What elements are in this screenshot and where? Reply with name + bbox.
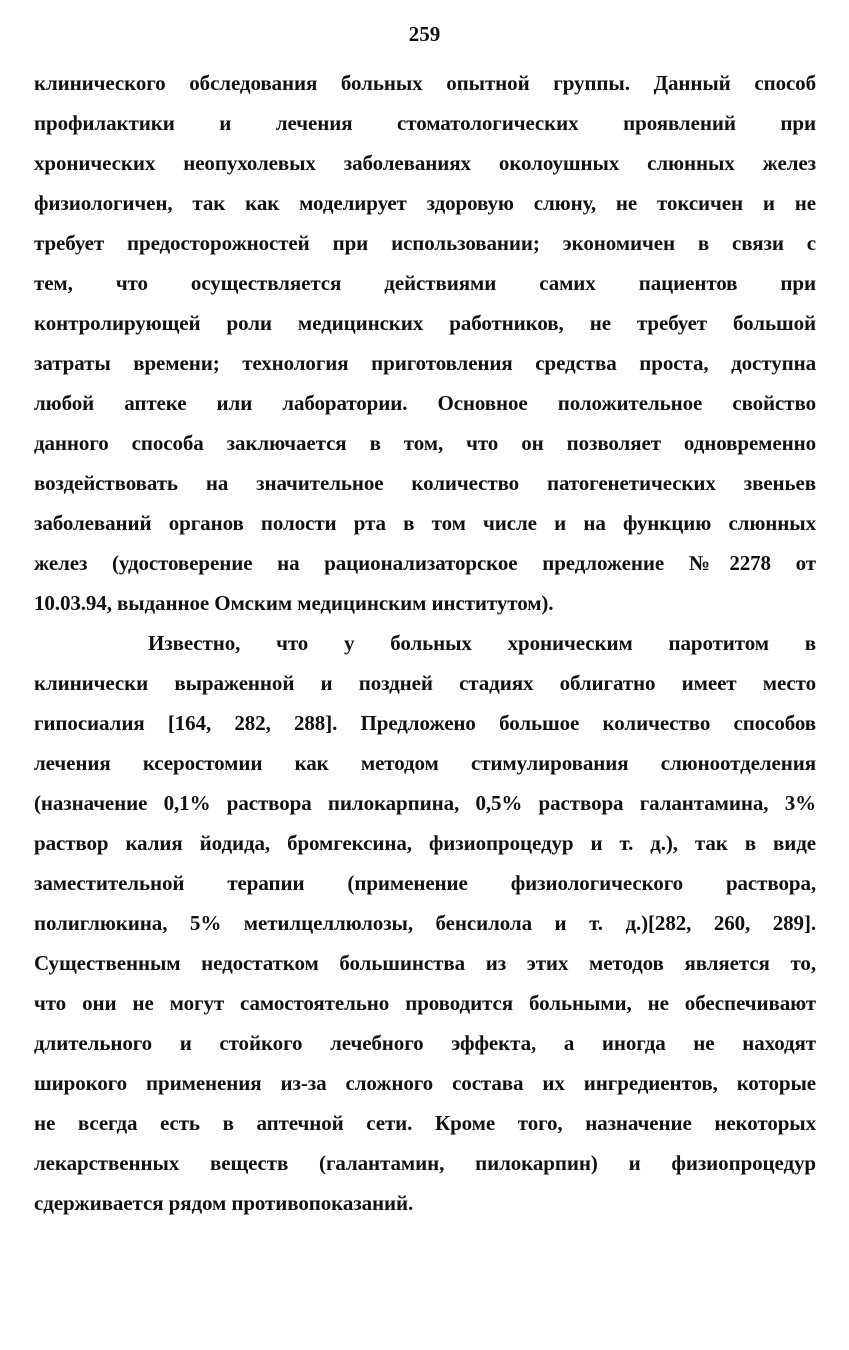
text-line: Известно, что у больных хроническим паротитом в — [148, 631, 816, 655]
page-number: 259 — [408, 22, 441, 46]
text-line: не всегда есть в аптечной сети. Кроме того, назначение некоторых — [34, 1111, 816, 1135]
text-line: заместительной терапии (применение физиологического раствора, — [34, 871, 816, 895]
text-line: хронических неопухолевых заболеваниях околоушных слюнных желез — [34, 151, 816, 175]
text-line: гипосиалия [164, 282, 288]. Предложено большое количество способов — [34, 711, 816, 735]
text-line: желез (удостоверение на рационализаторское предложение №2278 от — [34, 551, 816, 575]
text-line: контролирующей роли медицинских работников, не требует большой — [34, 311, 816, 335]
text-line: воздействовать на значительное количество патогенетических звеньев — [34, 471, 816, 495]
text-line: заболеваний органов полости рта в том числе и на функцию слюнных — [34, 511, 816, 535]
text-line: длительного и стойкого лечебного эффекта, а иногда не находят — [34, 1031, 816, 1055]
text-line: (назначение 0,1% раствора пилокарпина, 0,5% раствора галантамина, 3% — [34, 791, 816, 815]
body-text — [34, 63, 816, 1223]
text-line: сдерживается рядом противопоказаний. — [34, 1191, 414, 1215]
paragraph-2 — [34, 623, 816, 1223]
text-line: полиглюкина, 5% метилцеллюлозы, бенсилола и т. д.)[282, 260, 289]. — [34, 911, 816, 935]
text-line: физиологичен, так как моделирует здоровую слюну, не токсичен и не — [34, 191, 816, 215]
text-line: любой аптеке или лаборатории. Основное положительное свойство — [34, 391, 816, 415]
paragraph-1 — [34, 63, 816, 623]
text-line: Существенным недостатком большинства из этих методов является то, — [34, 951, 816, 975]
text-line: широкого применения из-за сложного состава их ингредиентов, которые — [34, 1071, 816, 1095]
text-line: затраты времени; технология приготовления средства проста, доступна — [34, 351, 816, 375]
text-line: раствор калия йодида, бромгексина, физиопроцедур и т. д.), так в виде — [34, 831, 816, 855]
text-line: профилактики и лечения стоматологических проявлений при — [34, 111, 816, 135]
text-line: данного способа заключается в том, что он позволяет одновременно — [34, 431, 816, 455]
text-line: клинического обследования больных опытной группы. Данный способ — [34, 71, 816, 95]
text-line: требует предосторожностей при использовании; экономичен в связи с — [34, 231, 816, 255]
text-line: тем, что осуществляется действиями самих пациентов при — [34, 271, 816, 295]
text-line: лечения ксеростомии как методом стимулирования слюноотделения — [34, 751, 816, 775]
text-line: лекарственных веществ (галантамин, пилокарпин) и физиопроцедур — [34, 1151, 816, 1175]
text-line: 10.03.94, выданное Омским медицинским институтом). — [34, 591, 554, 615]
text-line: что они не могут самостоятельно проводится больными, не обеспечивают — [34, 991, 816, 1015]
text-line: клинически выраженной и поздней стадиях облигатно имеет место — [34, 671, 816, 695]
